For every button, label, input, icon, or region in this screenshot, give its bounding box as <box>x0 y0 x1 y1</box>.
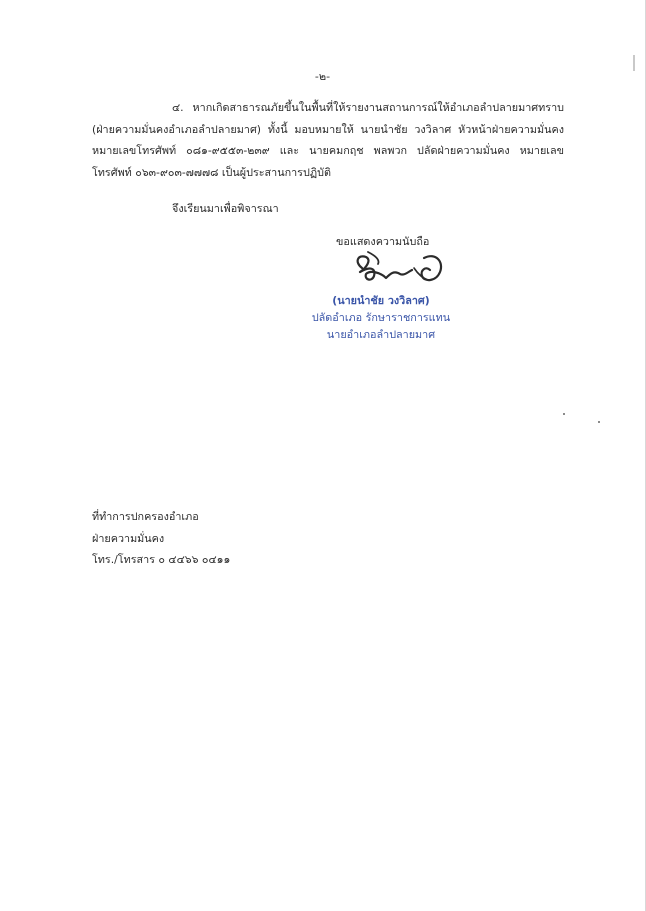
signer-position-2: นายอำเภอลำปลายมาศ <box>326 328 436 341</box>
contact-block <box>92 506 230 571</box>
signer-position-1: ปลัดอำเภอ รักษาราชการแทน <box>311 311 451 324</box>
handwritten-signature <box>340 248 450 288</box>
body-paragraph-4: ๔. หากเกิดสาธารณภัยขึ้นในพื้นที่ให้รายงานสถานการณ์ให้อำเภอลำปลายมาศทราบ (ฝ่ายความมั่นคงอำเภอลำปลายมาศ) ทั้งนี้ มอบหมายให้ นายนำชัย วงวิลาศ หัวหน้าฝ่ายความมั่นคง หมายเลขโทรศัพท์ ๐๘๑-๙๕๕๓-๒๓๙ และ นายคมกฤช พลพวก ปลัดฝ่ายความมั่นคง หมายเลขโทรศัพท์ ๐๖๓-๙๐๓-๗๗๗๘ เป็นผู้ประสานการปฏิบัติ <box>92 101 564 179</box>
contact-office: ที่ทำการปกครองอำเภอ <box>92 510 199 523</box>
signer-name: (นายนำชัย วงวิลาศ) <box>332 294 430 307</box>
stray-dot <box>563 413 565 415</box>
closing-sentence: จึงเรียนมาเพื่อพิจารณา <box>172 202 279 215</box>
body-paragraph-block <box>92 97 564 183</box>
page-number: -๒- <box>314 70 331 83</box>
regards-line: ขอแสดงความนับถือ <box>336 235 430 248</box>
signer-block <box>296 292 466 343</box>
stray-dot <box>598 421 600 423</box>
contact-phone: โทร./โทรสาร ๐ ๔๔๖๖ ๐๔๑๑ <box>92 553 231 566</box>
contact-department: ฝ่ายความมั่นคง <box>92 531 165 545</box>
